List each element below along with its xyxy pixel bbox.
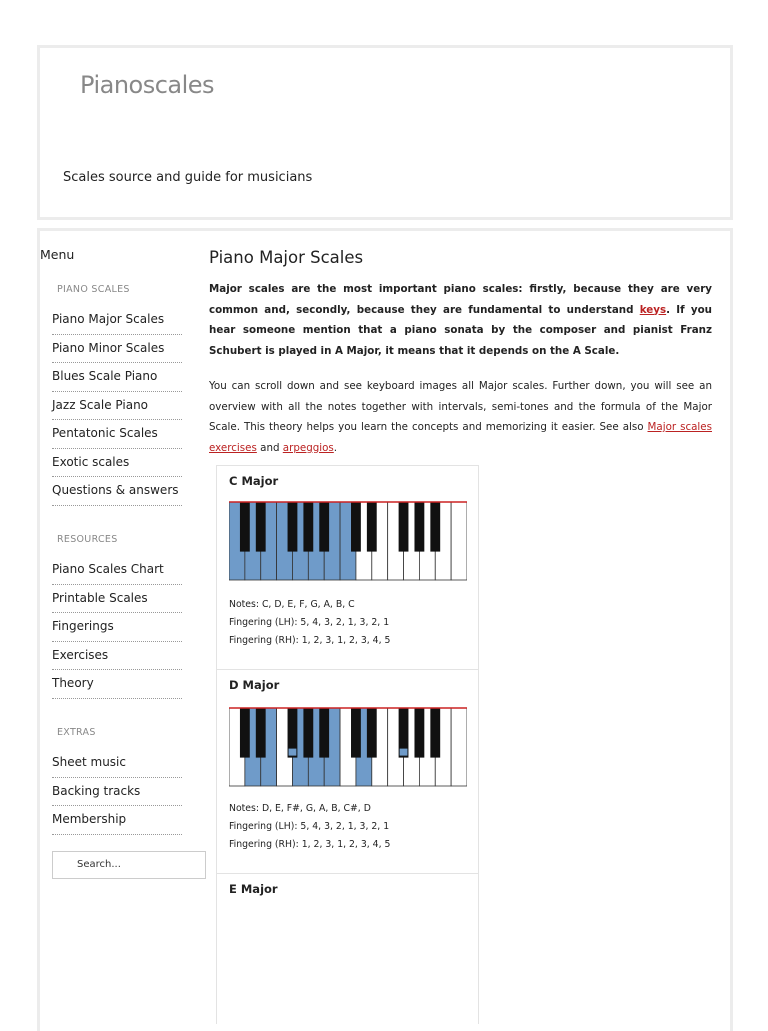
scale-card-d-major [216,669,479,874]
arpeggios-link[interactable]: arpeggios [282,441,334,454]
black-key-f-sharp [288,502,298,552]
intro-text-1: Major scales are the most important piano scales: firstly, because they are very common and, secondly, because they are fundamental to understand [209,283,712,316]
overview-end: . [333,441,338,454]
sidebar-item-exotic-scales[interactable]: Exotic scales [52,449,182,478]
sidebar-item-pentatonic-scales[interactable]: Pentatonic Scales [52,420,182,449]
white-key-c [451,502,467,580]
scale-notes: Notes: D, E, F#, G, A, B, C#, D [229,803,371,814]
sidebar-item-printable-scales[interactable]: Printable Scales [52,585,182,614]
site-title-part1: Piano [80,71,143,99]
sidebar-item-blues-scale-piano[interactable]: Blues Scale Piano [52,363,182,392]
keyboard-c-major [229,501,467,581]
sidebar-item-exercises[interactable]: Exercises [52,642,182,671]
scale-fingering-rh: Fingering (RH): 1, 2, 3, 1, 2, 3, 4, 5 [229,635,391,646]
black-key-a-sharp [430,708,440,758]
black-key-d-sharp [256,708,266,758]
scale-card-c-major [216,465,479,670]
sidebar-item-questions-answers[interactable]: Questions & answers [52,477,182,506]
nav-list-resources [52,556,182,699]
sidebar-item-fingerings[interactable]: Fingerings [52,613,182,642]
sidebar-item-piano-scales-chart[interactable]: Piano Scales Chart [52,556,182,585]
sidebar-item-jazz-scale-piano[interactable]: Jazz Scale Piano [52,392,182,421]
black-key-c-sharp [351,502,361,552]
site-tagline: Scales source and guide for musicians [63,170,313,185]
search-input[interactable]: Search... [52,851,206,879]
sidebar-item-membership[interactable]: Membership [52,806,182,835]
black-key-g-sharp [414,502,424,552]
intro-text-2: . If you hear someone mention that a piano sonata by the composer and pianist Franz Schubert is played in A Major, it means that it depends on the A Scale. [209,303,712,357]
black-key-d-sharp [367,708,377,758]
intro-paragraph [209,279,712,361]
keyboard-d-major [229,707,467,787]
sidebar-item-backing-tracks[interactable]: Backing tracks [52,778,182,807]
sidebar-item-sheet-music[interactable]: Sheet music [52,749,182,778]
scale-details [229,596,390,650]
section-title-resources: RESOURCES [57,534,118,545]
black-key-a-sharp [430,502,440,552]
white-key-c [451,708,467,786]
site-title[interactable] [80,71,214,99]
black-key-f-sharp [399,502,409,552]
black-key-a-sharp [319,502,329,552]
menu-label[interactable]: Menu [40,247,75,262]
black-key-c-sharp [240,502,250,552]
sidebar-item-piano-minor-scales[interactable]: Piano Minor Scales [52,335,182,364]
sidebar-item-piano-major-scales[interactable]: Piano Major Scales [52,306,182,335]
section-title-extras: EXTRAS [57,727,96,738]
sidebar-item-theory[interactable]: Theory [52,670,182,699]
overview-paragraph [209,376,712,458]
nav-list-piano-scales [52,306,182,506]
nav-list-extras [52,749,182,835]
scale-title: C Major [229,474,279,488]
scale-details [229,800,390,854]
scale-card-e-major [216,873,479,1024]
major-scales-exercises-link[interactable]: Major scales exercises [209,421,712,454]
scale-notes: Notes: C, D, E, F, G, A, B, C [229,599,355,610]
black-key-g-sharp [303,708,313,758]
scale-title: D Major [229,678,280,692]
black-key-d-sharp [256,502,266,552]
page-title: Piano Major Scales [209,248,364,267]
keys-link[interactable]: keys [639,303,667,316]
section-title-piano-scales: PIANO SCALES [57,284,130,295]
black-key-c-sharp [240,708,250,758]
black-key-d-sharp [367,502,377,552]
black-key-highlight [400,749,408,756]
black-key-g-sharp [303,502,313,552]
scale-title: E Major [229,882,278,896]
black-key-highlight [289,749,297,756]
black-key-c-sharp [351,708,361,758]
overview-and: and [256,441,283,454]
scale-fingering-lh: Fingering (LH): 5, 4, 3, 2, 1, 3, 2, 1 [229,821,390,832]
site-title-part2: scales [142,71,215,99]
scale-fingering-rh: Fingering (RH): 1, 2, 3, 1, 2, 3, 4, 5 [229,839,391,850]
overview-text: You can scroll down and see keyboard images all Major scales. Further down, you will see an overview with all the notes together with intervals, semi-tones and the formula of the Major Scale. This theory helps you learn the concepts and memorizing it easier. See also [209,380,712,433]
black-key-a-sharp [319,708,329,758]
scale-fingering-lh: Fingering (LH): 5, 4, 3, 2, 1, 3, 2, 1 [229,617,390,628]
black-key-g-sharp [414,708,424,758]
